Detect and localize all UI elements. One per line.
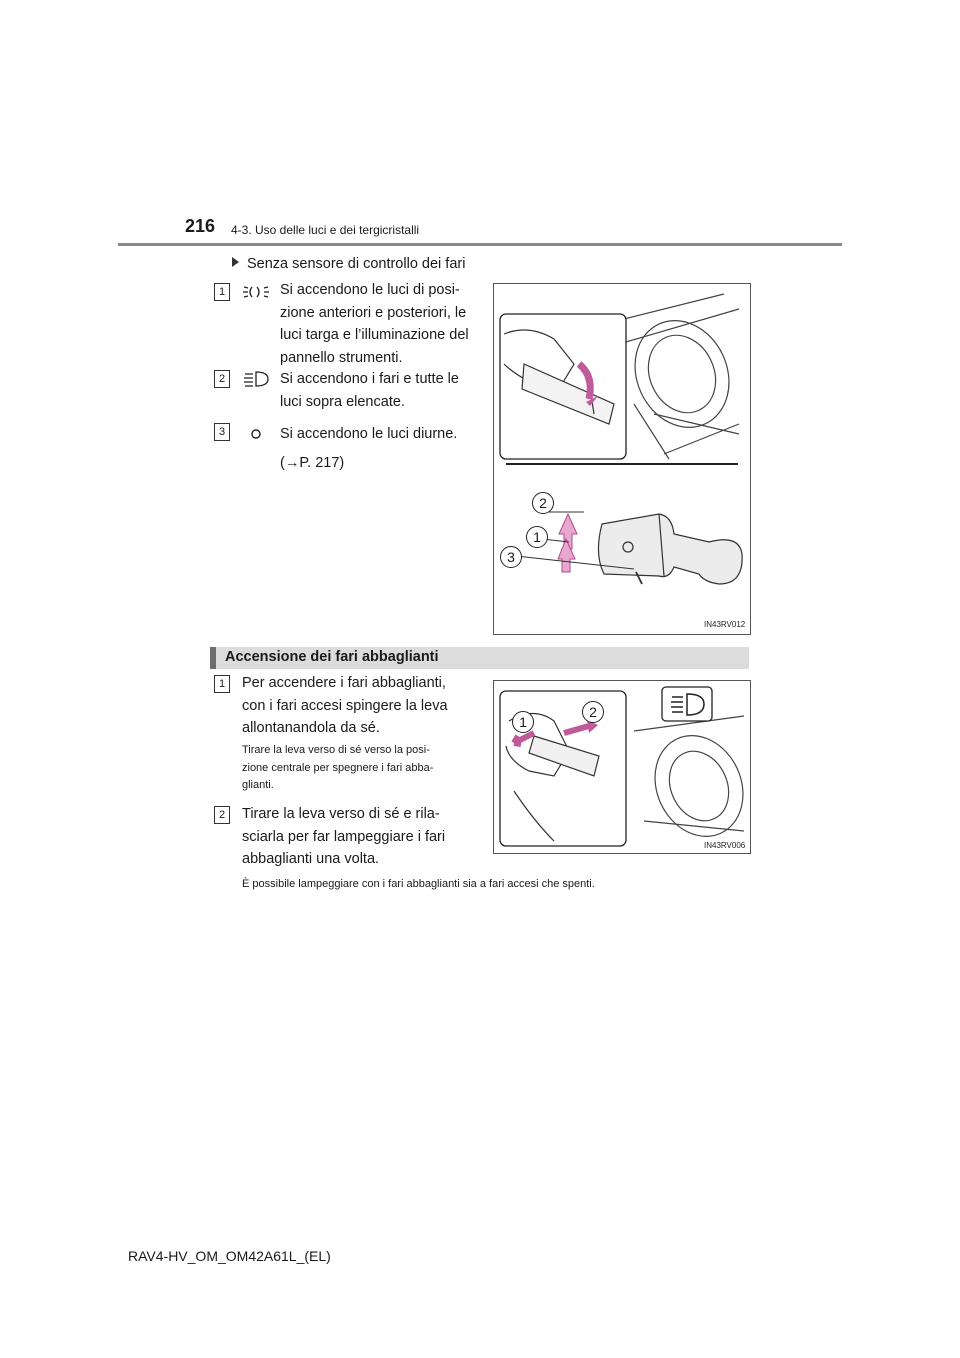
item-number-badge: 1 xyxy=(214,675,230,693)
daytime-running-light-icon xyxy=(248,427,264,446)
position-lights-icon xyxy=(242,284,270,305)
section-heading: Accensione dei fari abbaglianti xyxy=(225,649,439,665)
page-number: 216 xyxy=(185,216,216,236)
callout-2: 2 xyxy=(532,492,554,514)
headlight-icon xyxy=(242,370,270,393)
high-beam-figure xyxy=(493,680,751,854)
callout-1: 1 xyxy=(512,711,534,733)
item-number-badge: 2 xyxy=(214,806,230,824)
subheading xyxy=(232,256,465,272)
lever-illustration-figure xyxy=(493,283,751,635)
section-bar-accent xyxy=(210,647,216,669)
item-2-text: Si accendono i fari e tutte le luci sopra elencate. xyxy=(280,371,459,410)
high-beam-step-2: Tirare la leva verso di sé e rila- sciarla per far lampeggiare i fari abbaglianti una volta. xyxy=(242,806,446,867)
item-number-badge: 1 xyxy=(214,283,230,301)
callout-2: 2 xyxy=(582,701,604,723)
lever-illustration xyxy=(494,284,750,634)
item-3-text: Si accendono le luci diurne. (→P. 217) xyxy=(280,426,458,471)
triangle-bullet-icon xyxy=(232,257,239,267)
document-code-footer: RAV4-HV_OM_OM42A61L_(EL) xyxy=(128,1248,331,1264)
section-heading-bar xyxy=(210,647,749,669)
section-title: 4-3. Uso delle luci e dei tergicristalli xyxy=(231,223,420,237)
high-beam-step-1-note: Tirare la leva verso di sé verso la posi- zione centrale per spegnere i fari abba- glianti. xyxy=(242,744,434,791)
high-beam-step-1: Per accendere i fari abbaglianti, con i fari accesi spingere la leva allontanandola da sé. xyxy=(242,675,448,736)
closing-note: È possibile lampeggiare con i fari abbaglianti sia a fari accesi che spenti. xyxy=(242,878,595,890)
figure-code: IN43RV006 xyxy=(704,841,746,850)
item-number-badge: 3 xyxy=(214,423,230,441)
subheading-text: Senza sensore di controllo dei fari xyxy=(247,256,466,272)
figure-code: IN43RV012 xyxy=(704,620,746,629)
callout-1: 1 xyxy=(526,526,548,548)
item-1-text: Si accendono le luci di posi- zione anteriori e posteriori, le luci targa e l’illuminazione del pannello strumenti. xyxy=(280,282,469,366)
high-beam-illustration xyxy=(494,681,750,853)
callout-3: 3 xyxy=(500,546,522,568)
item-number-badge: 2 xyxy=(214,370,230,388)
header-rule xyxy=(118,243,842,246)
